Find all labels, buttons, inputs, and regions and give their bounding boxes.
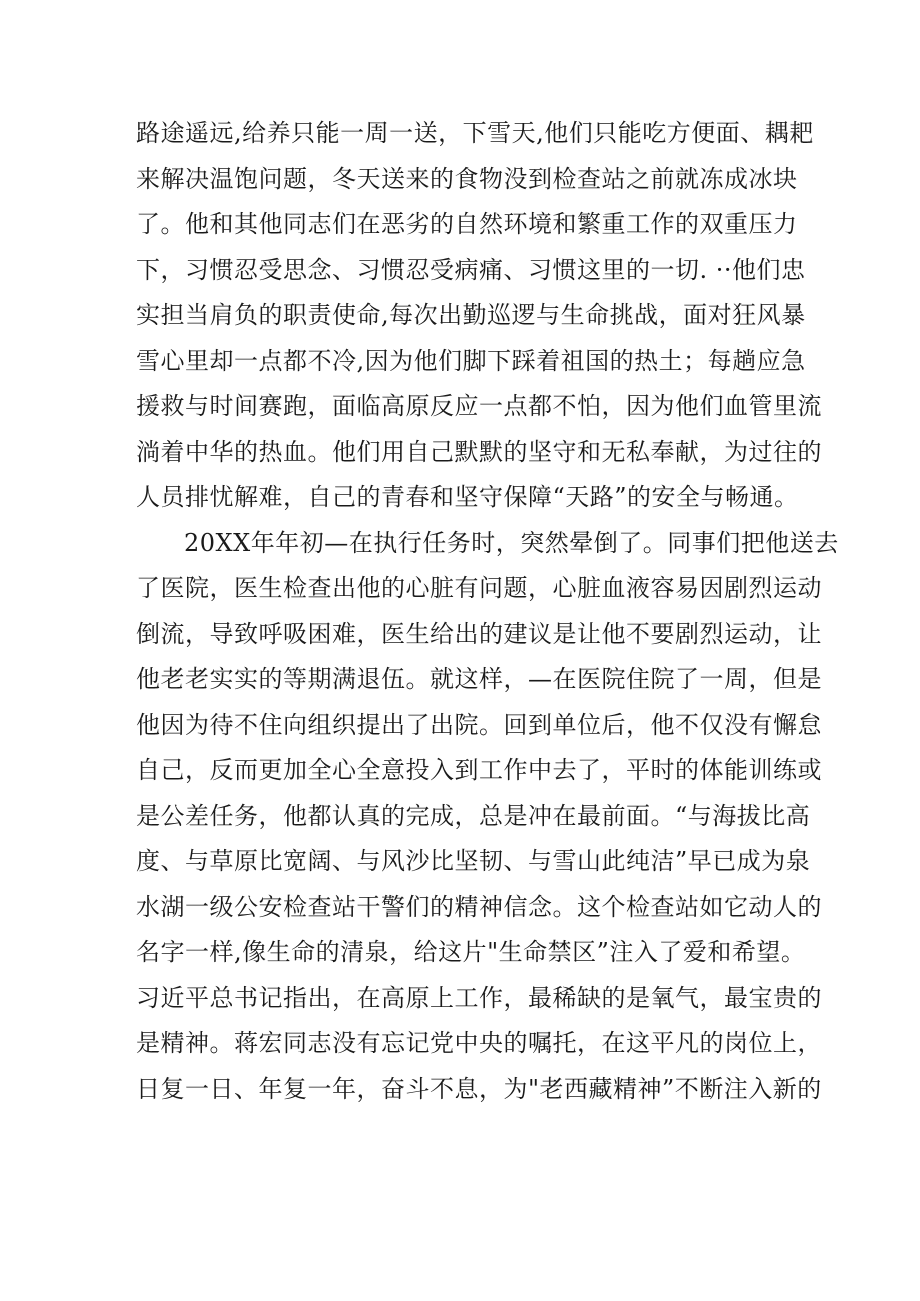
text-line: 来解决温饱问题，冬天送来的食物没到检查站之前就冻成冰块 [136, 164, 798, 193]
text-line: 实担当肩负的职责使命,每次出勤巡逻与生命挑战，面对狂风暴 [136, 301, 806, 329]
text-line: 日复一日、年复一年，奋斗不息，为"老西藏精神”不断注入新的 [136, 1074, 822, 1103]
text-line: 下，习惯忍受思念、习惯忍受病痛、习惯这里的一切. ··他们忠 [136, 255, 806, 284]
text-line: 水湖一级公安检查站干警们的精神信念。这个检查站如它动人的 [136, 892, 822, 921]
text-line: 度、与草原比宽阔、与风沙比坚韧、与雪山此纯洁”早已成为泉 [136, 847, 811, 875]
text-line: 了。他和其他同志们在恶劣的自然环境和繁重工作的双重压力 [136, 210, 798, 238]
text-line: 他因为待不住向组织提出了出院。回到单位后，他不仅没有懈怠 [136, 710, 822, 739]
text-line: 倒流，导致呼吸困难，医生给出的建议是让他不要剧烈运动，让 [136, 619, 822, 648]
text-line: 自己，反而更加全心全意投入到工作中去了，平时的体能训练或 [136, 756, 822, 784]
text-line: 20XX年年初—在执行任务时，突然晕倒了。同事们把他送去 [184, 528, 839, 557]
text-line: 人员排忧解难，自己的青春和坚守保障“天路”的安全与畅通。 [136, 483, 799, 511]
text-line: 他老老实实的等期满退伍。就这样，—在医院住院了一周，但是 [136, 665, 822, 693]
text-line: 雪心里却一点都不冷,因为他们脚下踩着祖国的热土；每趟应急 [136, 346, 806, 375]
paragraph-1 [136, 111, 822, 521]
text-line: 是公差任务，他都认真的完成，总是冲在最前面。“与海拔比高 [136, 801, 811, 830]
text-line: 了医院，医生检查出他的心脏有问题，心脏血液容易因剧烈运动 [136, 574, 822, 602]
body-text [136, 111, 839, 1112]
text-line: 援救与时间赛跑，面临高原反应一点都不怕，因为他们血管里流 [136, 392, 822, 420]
text-line: 名字一样,像生命的清泉，给这片"生命禁区”注入了爱和希望。 [136, 938, 806, 966]
paragraph-2 [136, 521, 839, 1113]
text-line: 习近平总书记指出，在高原上工作，最稀缺的是氧气，最宝贵的 [136, 983, 822, 1012]
text-line: 是精神。蒋宏同志没有忘记党中央的嘱托，在这平凡的岗位上， [136, 1029, 822, 1057]
text-line: 路途遥远,给养只能一周一送，下雪天,他们只能吃方便面、耦耙 [136, 119, 814, 147]
text-line: 淌着中华的热血。他们用自己默默的坚守和无私奉献，为过往的 [136, 437, 822, 466]
